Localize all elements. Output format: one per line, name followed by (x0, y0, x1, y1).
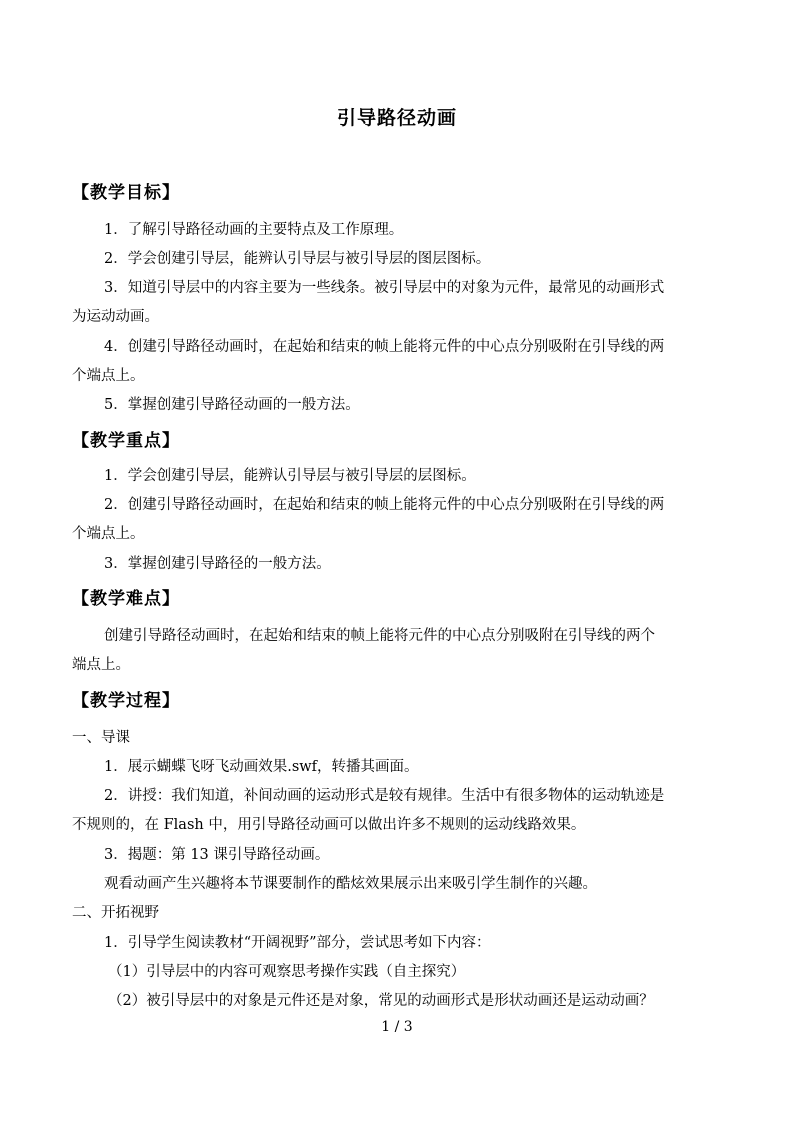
goal-item-2: 2．学会创建引导层，能辨认引导层与被引导层的图层图标。 (104, 251, 491, 267)
intro-item-1: 1．展示蝴蝶飞呀飞动画效果.swf，转播其画面。 (104, 759, 419, 775)
difficulty-text-cont: 端点上。 (72, 657, 130, 673)
goal-item-1: 1．了解引导路径动画的主要特点及工作原理。 (104, 222, 404, 238)
document-title: 引导路径动画 (336, 107, 457, 129)
section-heading-goals: 【教学目标】 (72, 183, 180, 203)
key-point-item-2-cont: 个端点上。 (72, 526, 145, 542)
explore-item-1-sub-2: （2）被引导层中的对象是元件还是对象，常见的动画形式是形状动画还是运动动画？ (108, 993, 654, 1009)
goal-item-3-cont: 为运动动画。 (72, 309, 159, 325)
goal-item-3: 3．知道引导层中的内容主要为一些线条。被引导层中的对象为元件，最常见的动画形式 (104, 280, 665, 296)
page-number: 1 / 3 (381, 1019, 413, 1035)
key-point-item-2: 2．创建引导路径动画时，在起始和结束的帧上能将元件的中心点分别吸附在引导线的两 (104, 497, 665, 513)
intro-note: 观看动画产生兴趣将本节课要制作的酷炫效果展示出来吸引学生制作的兴趣。 (104, 876, 597, 892)
goal-item-4: 4．创建引导路径动画时，在起始和结束的帧上能将元件的中心点分别吸附在引导线的两 (104, 339, 665, 355)
intro-item-2: 2．讲授：我们知道，补间动画的运动形式是较有规律。生活中有很多物体的运动轨迹是 (104, 788, 665, 804)
goal-item-5: 5．掌握创建引导路径动画的一般方法。 (104, 397, 360, 413)
section-heading-key-points: 【教学重点】 (72, 431, 180, 451)
subheading-intro: 一、导课 (72, 730, 130, 746)
goal-item-4-cont: 个端点上。 (72, 368, 145, 384)
intro-item-3: 3．揭题：第 13 课引导路径动画。 (104, 847, 330, 863)
intro-item-2-cont: 不规则的，在 Flash 中，用引导路径动画可以做出许多不规则的运动线路效果。 (72, 817, 586, 833)
key-point-item-3: 3．掌握创建引导路径的一般方法。 (104, 556, 331, 572)
explore-item-1: 1．引导学生阅读教材“开阔视野”部分，尝试思考如下内容： (104, 935, 491, 951)
section-heading-process: 【教学过程】 (72, 691, 180, 711)
subheading-explore: 二、开拓视野 (72, 905, 159, 921)
key-point-item-1: 1．学会创建引导层，能辨认引导层与被引导层的层图标。 (104, 468, 476, 484)
difficulty-text: 创建引导路径动画时，在起始和结束的帧上能将元件的中心点分别吸附在引导线的两个 (104, 628, 655, 644)
explore-item-1-sub-1: （1）引导层中的内容可观察思考操作实践（自主探究） (108, 964, 466, 980)
section-heading-difficulties: 【教学难点】 (72, 589, 180, 609)
